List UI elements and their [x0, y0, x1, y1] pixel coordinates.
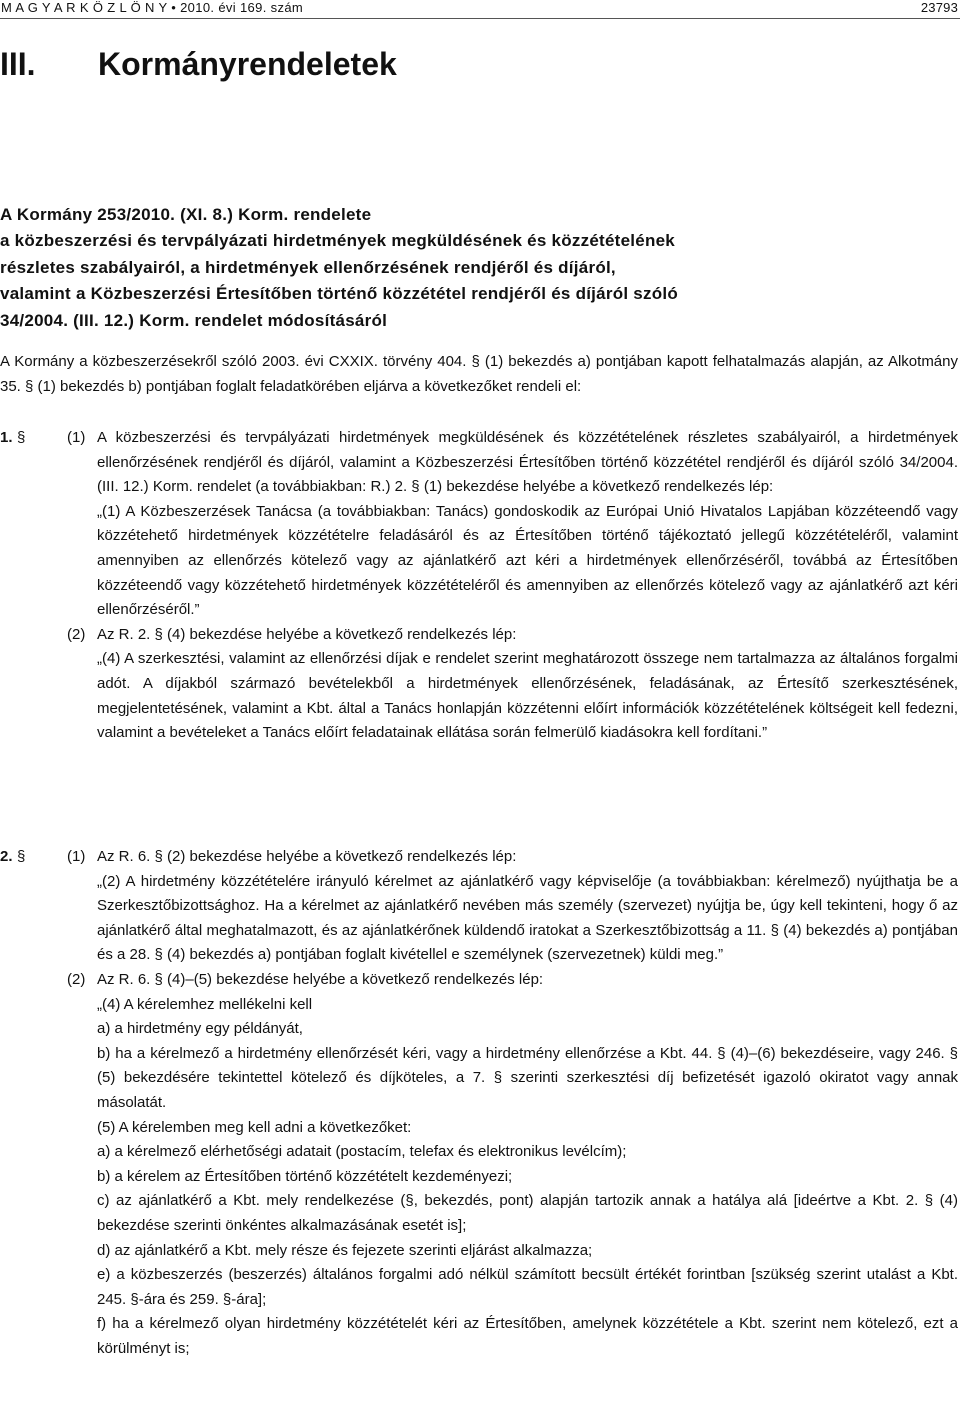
paragraph-line: „(4) A szerkesztési, valamint az ellenőrzési díjak e rendelet szerint meghatározott összege nem tartalmazza az általános forgalmi adót. A díjakból származó bevételekből a hirdetmények ellenőrzésének, feladásának, az Értesítő szerkesztésének, megjelentetésének, valamint a Kbt. által a Tanács honlapján közzétenni előírt információk közzétételének költségeit kell fedezni, valamint a bevételeket a Tanács előírt feladatainak ellátása során felmerülő kiadásokra kell fordítani.”: [97, 650, 958, 742]
paragraph-number: (2): [67, 970, 86, 988]
paragraph-2-2: [0, 968, 958, 1362]
section-number: 2.: [0, 848, 13, 865]
paragraph-line: „(1) A Közbeszerzések Tanácsa (a továbbiakban: Tanács) gondoskodik az Európai Unió Hivatalos Lapjában közzéteendő vagy közzétehető hirdetmények közzétételre feladásáról és az Értesítőben történő tájékoztató jellegű közzétételéről, valamint amennyiben az ellenőrzés kötelező vagy az ajánlatkérő azt kéri a hirdetmények ellenőrzéséről, továbbá az Értesítőben közzéteendő vagy közzétehető hirdetmények közzétételéről és amennyiben az ellenőrzés kötelező vagy az ajánlatkérő azt kéri ellenőrzéséről.”: [97, 502, 958, 619]
list-item: a) a hirdetmény egy példányát,: [97, 1020, 303, 1038]
paragraph-number: (1): [67, 848, 86, 865]
decree-title-line: valamint a Közbeszerzési Értesítőben történő közzététel rendjéről és díjáról szóló: [0, 284, 679, 304]
decree-title-line: 34/2004. (III. 12.) Korm. rendelet módosításáról: [0, 310, 388, 330]
list-item: b) a kérelem az Értesítőben történő közzétételt kezdeményezi;: [97, 1167, 513, 1185]
paragraph-line: (5) A kérelemben meg kell adni a következőket:: [97, 1118, 412, 1136]
paragraph-line: A közbeszerzési és tervpályázati hirdetmények megküldésének és közzétételének részletes szabályairól, a hirdetmények ellenőrzésének rendjéről és díjáról, valamint a Közbeszerzési Értesítőben történő közzététel rendjéről és díjáról szóló 34/2004. (III. 12.) Korm. rendelet (a továbbiakban: R.) 2. § (1) bekezdése helyébe a következő rendelkezés lép:: [97, 429, 958, 496]
paragraph-1-1: [0, 426, 958, 623]
paragraph-line: Az R. 6. § (4)–(5) bekezdése helyébe a következő rendelkezés lép:: [97, 970, 544, 988]
section-2: [0, 845, 958, 1361]
decree-title-line: részletes szabályairól, a hirdetmények ellenőrzésének rendjéről és díjáról,: [0, 257, 616, 277]
section-1: [0, 426, 958, 746]
paragraph-number: (1): [67, 429, 86, 446]
paragraph-line: „(2) A hirdetmény közzétételére irányuló kérelmet az ajánlatkérő vagy képviselője (a továbbiakban: kérelmező) nyújthatja be a Szerkesztőbizottsághoz. Ha a kérelmet az ajánlatkérő nevében más személy (szervezet) nyújtja be, úgy kell tekinteni, hogy ő az ajánlatkérő által meghatalmazott, és az ajánlatkérőnek küldendő iratokat a Szerkesztőbizottság a 11. § (4) bekezdés a) pontjában és a 28. § (4) bekezdés a) pontjában foglalt kivétellel e személynek (szervezetnek) küldi meg.”: [97, 872, 958, 964]
section-mark: §: [17, 848, 26, 865]
list-item: f) ha a kérelmező olyan hirdetmény közzétételét kéri az Értesítőben, amelynek közzététele a Kbt. szerint nem kötelező, ezt a körülményt is;: [97, 1315, 958, 1357]
list-item: e) a közbeszerzés (beszerzés) általános forgalmi adó nélkül számított becsült értékét forintban [szükség szerint utalást a Kbt. 245. §-ára és 259. §-ára];: [97, 1266, 958, 1308]
decree-title-line: a közbeszerzési és tervpályázati hirdetmények megküldésének és közzétételének: [0, 231, 676, 251]
list-item: c) az ajánlatkérő a Kbt. mely rendelkezése (§, bekezdés, pont) alapján tartozik annak a hatálya alá [ideértve a Kbt. 2. § (4) bekezdése szerinti önkéntes alkalmazásának esetét is];: [97, 1192, 958, 1234]
preamble: A Kormány a közbeszerzésekről szóló 2003. évi CXXIX. törvény 404. § (1) bekezdés a) pontjában kapott felhatalmazás alapján, az Alkotmány 35. § (1) bekezdés b) pontjában foglalt feladatkörében eljárva a következőket rendeli el:: [0, 353, 958, 395]
chapter-number: III.: [0, 46, 36, 82]
chapter-heading: [0, 44, 397, 84]
section-mark: §: [17, 429, 26, 446]
list-item: d) az ajánlatkérő a Kbt. mely része és fejezete szerinti eljárást alkalmazza;: [97, 1241, 593, 1259]
list-item: b) ha a kérelmező a hirdetmény ellenőrzését kéri, vagy a hirdetmény ellenőrzése a Kbt. 44. § (4)–(6) bekezdéseire, vagy 246. § (5) bekezdésére tekintettel kötelező és díjköteles, a 7. § szerinti szerkesztési díj befizetését igazoló okiratot vagy annak másolatát.: [97, 1044, 958, 1111]
decree-title-line: A Kormány 253/2010. (XI. 8.) Korm. rendelete: [0, 205, 372, 224]
paragraph-2-1: [0, 845, 958, 968]
section-number: 1.: [0, 429, 13, 446]
paragraph-line: „(4) A kérelemhez mellékelni kell: [97, 995, 313, 1013]
running-header: [0, 0, 960, 19]
decree-title: [0, 202, 960, 334]
paragraph-line: Az R. 6. § (2) bekezdése helyébe a következő rendelkezés lép:: [97, 848, 517, 865]
page-number: 23793: [920, 0, 958, 15]
chapter-title: Kormányrendeletek: [98, 46, 397, 82]
paragraph-number: (2): [67, 625, 86, 643]
paragraph-1-2: [0, 623, 958, 746]
paragraph-line: Az R. 2. § (4) bekezdése helyébe a következő rendelkezés lép:: [97, 625, 517, 643]
journal-name: M A G Y A R K Ö Z L Ö N Y • 2010. évi 169. szám: [1, 0, 304, 15]
list-item: a) a kérelmező elérhetőségi adatait (postacím, telefax és elektronikus levélcím);: [97, 1143, 627, 1161]
